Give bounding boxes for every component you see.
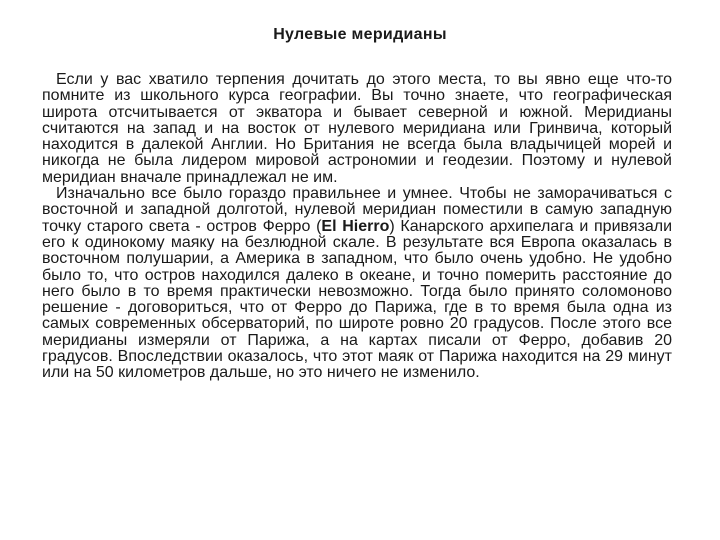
paragraph-1: Если у вас хватило терпения дочитать до этого места, то вы явно еще что-то помните из школьного курса географии. Вы точно знаете, что географическая широта отсчитывается от экватора и бывает северной и южной. Меридианы считаются на запад и на восток от нулевого меридиана или Гринвича, который находится в далекой Англии. Но Британия не всегда была владычицей морей и никогда не была лидером мировой астрономии и геодезии. Поэтому и нулевой меридиан вначале принадлежал не им. [42, 71, 672, 186]
paragraph-2-emphasis: El Hierro [321, 217, 390, 235]
paragraph-2-after: ) Канарского архипелага и привязали его к одинокому маяку на безлюдной скале. В результате вся Европа оказалась в восточном полушарии, а Америка в западном, что было очень удобно. Не удобно было то, что остров находился далеко в океане, и точно померить расстояние до него было в то время практически невозможно. Тогда было принято соломоново решение - договориться, что от Ферро до Парижа, где в то время была одна из самых современных обсерваторий, по широте ровно 20 градусов. После этого все меридианы измеряли от Парижа, а на картах писали от Ферро, добавив 20 градусов. Впоследствии оказалось, что этот маяк от Парижа находится на 29 минут или на 50 километров дальше, но это ничего не изменило. [42, 217, 673, 382]
page-title: Нулевые меридианы [273, 26, 447, 43]
body-text [42, 72, 672, 382]
paragraph-2-before: Изначально все было гораздо правильнее и умнее. Чтобы не заморачиваться с восточной и западной долготой, нулевой меридиан поместили в самую западную точку старого света - остров Ферро ( [42, 185, 672, 235]
paragraph-2 [42, 186, 672, 382]
